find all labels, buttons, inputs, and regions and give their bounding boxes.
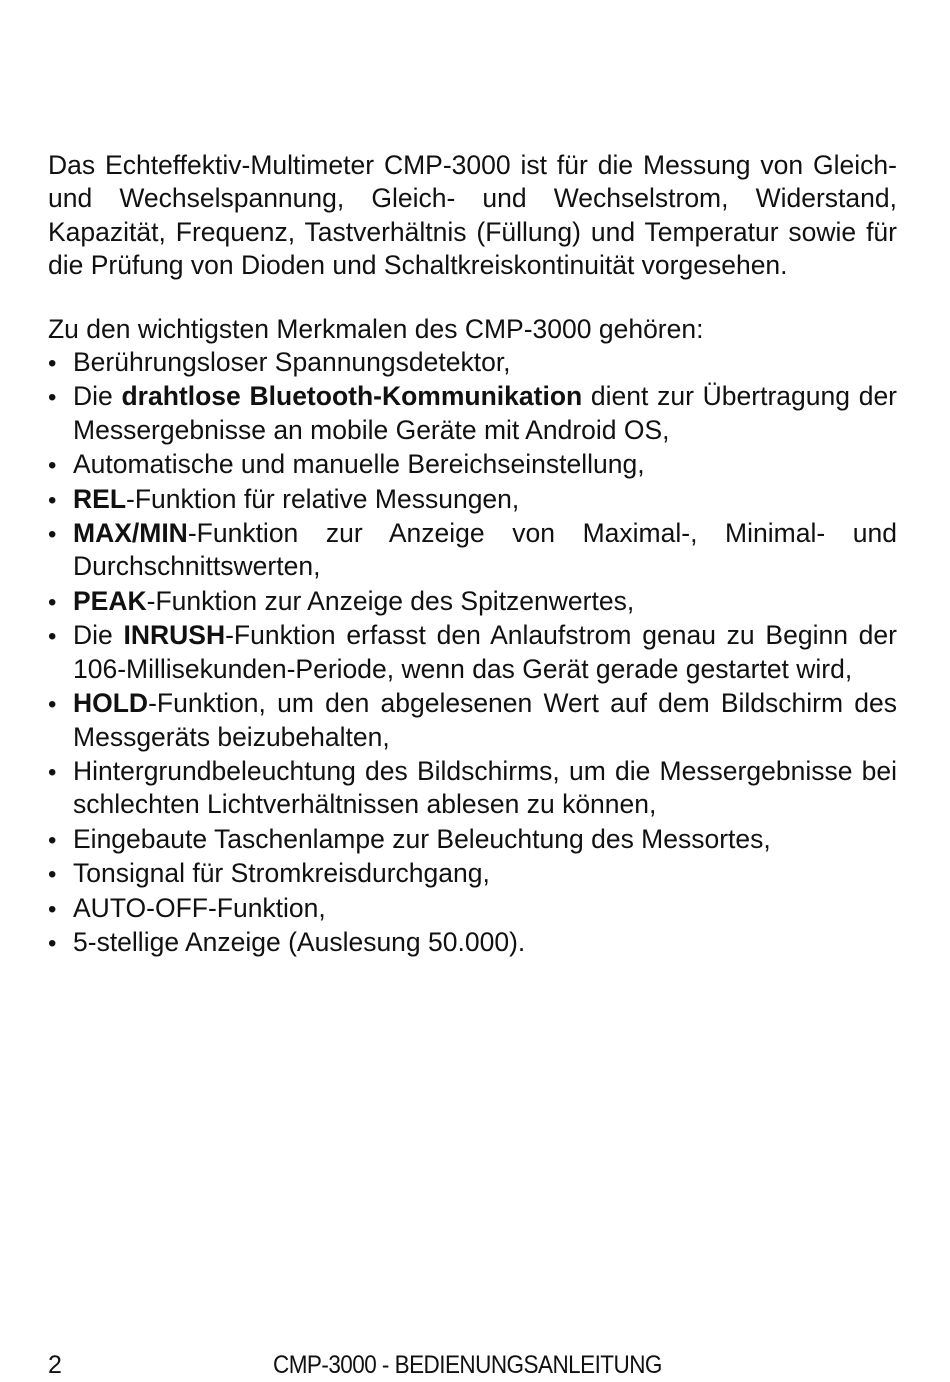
feature-list — [48, 346, 897, 959]
bullet-icon — [48, 585, 68, 619]
bullet-icon — [48, 892, 68, 926]
bullet-icon — [48, 448, 68, 482]
list-item: • PEAK-Funktion zur Anzeige des Spitzenwertes, — [48, 585, 897, 618]
page-content — [48, 149, 897, 960]
list-item: • Eingebaute Taschenlampe zur Beleuchtung des Messortes, — [48, 823, 897, 856]
intro-paragraph: Das Echteffektiv-Multimeter CMP-3000 ist für die Messung von Gleich- und Wechselspannung, Gleich- und Wechselstrom, Widerstand, Kapazität, Frequenz, Tastverhältnis (Füllung) und Temperatur sowie für die Prüfung von Dioden und Schaltkreiskontinuität vorgesehen. — [48, 150, 897, 281]
list-item: • MAX/MIN-Funktion zur Anzeige von Maximal-, Minimal- und Durchschnittswerten, — [48, 517, 897, 584]
bullet-icon — [48, 687, 68, 721]
bullet-icon — [48, 926, 68, 960]
bullet-icon — [48, 483, 68, 517]
page-footer — [48, 1350, 897, 1380]
bullet-icon — [48, 823, 68, 857]
bullet-icon — [48, 517, 68, 551]
list-item: • Automatische und manuelle Bereichseinstellung, — [48, 448, 897, 481]
footer-title: CMP-3000 - BEDIENUNGSANLEITUNG — [273, 1351, 662, 1379]
list-item: • Berührungsloser Spannungsdetektor, — [48, 346, 897, 379]
list-item: • Tonsignal für Stromkreisdurchgang, — [48, 857, 897, 890]
bullet-icon — [48, 857, 68, 891]
bullet-icon — [48, 619, 68, 653]
list-item: • AUTO-OFF-Funktion, — [48, 892, 897, 925]
list-item: • HOLD-Funktion, um den abgelesenen Wert auf dem Bildschirm des Messgeräts beizubehalten, — [48, 687, 897, 754]
bullet-icon — [48, 346, 68, 380]
list-item: • 5-stellige Anzeige (Auslesung 50.000). — [48, 926, 897, 959]
list-item: • Die INRUSH-Funktion erfasst den Anlaufstrom genau zu Beginn der 106-Millisekunden-Periode, wenn das Gerät gerade gestartet wird, — [48, 619, 897, 686]
features-heading: Zu den wichtigsten Merkmalen des CMP-3000 gehören: — [48, 313, 704, 344]
page-number: 2 — [48, 1351, 62, 1379]
list-item: • REL-Funktion für relative Messungen, — [48, 483, 897, 516]
bullet-icon — [48, 380, 68, 414]
bullet-icon — [48, 755, 68, 789]
list-item: • Hintergrundbeleuchtung des Bildschirms, um die Messergebnisse bei schlechten Lichtverhältnissen ablesen zu können, — [48, 755, 897, 822]
list-item: • Die drahtlose Bluetooth-Kommunikation dient zur Übertragung der Messergebnisse an mobile Geräte mit Android OS, — [48, 380, 897, 447]
